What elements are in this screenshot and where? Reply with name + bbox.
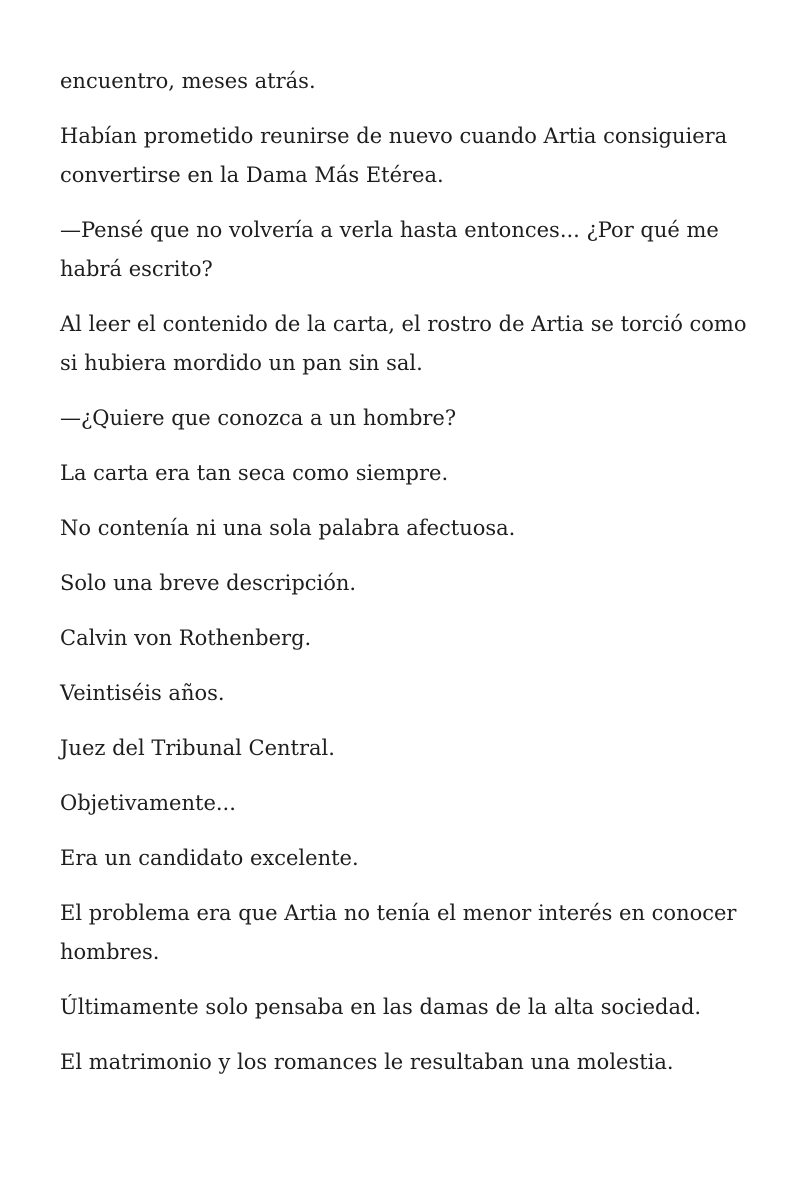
- paragraph: Al leer el contenido de la carta, el rostro de Artia se torció como si hubiera mordido un pan sin sal.: [60, 312, 747, 375]
- paragraph: Solo una breve descripción.: [60, 571, 357, 595]
- paragraph: Calvin von Rothenberg.: [60, 626, 312, 650]
- paragraph: encuentro, meses atrás.: [60, 69, 316, 93]
- paragraph: El matrimonio y los romances le resultaban una molestia.: [60, 1050, 674, 1074]
- paragraph: Juez del Tribunal Central.: [60, 736, 335, 760]
- paragraph: La carta era tan seca como siempre.: [60, 461, 449, 485]
- paragraph: —Pensé que no volvería a verla hasta entonces... ¿Por qué me habrá escrito?: [60, 218, 719, 281]
- paragraph: Era un candidato excelente.: [60, 846, 359, 870]
- paragraph: El problema era que Artia no tenía el menor interés en conocer hombres.: [60, 901, 737, 964]
- paragraph: Veintiséis años.: [60, 681, 225, 705]
- paragraph: Habían prometido reunirse de nuevo cuando Artia consiguiera convertirse en la Dama Más Etérea.: [60, 124, 728, 187]
- paragraph: Últimamente solo pensaba en las damas de la alta sociedad.: [60, 995, 702, 1019]
- reader-page: [60, 62, 750, 1098]
- paragraph: —¿Quiere que conozca a un hombre?: [60, 406, 457, 430]
- paragraph: No contenía ni una sola palabra afectuosa.: [60, 516, 516, 540]
- paragraph: Objetivamente...: [60, 791, 236, 815]
